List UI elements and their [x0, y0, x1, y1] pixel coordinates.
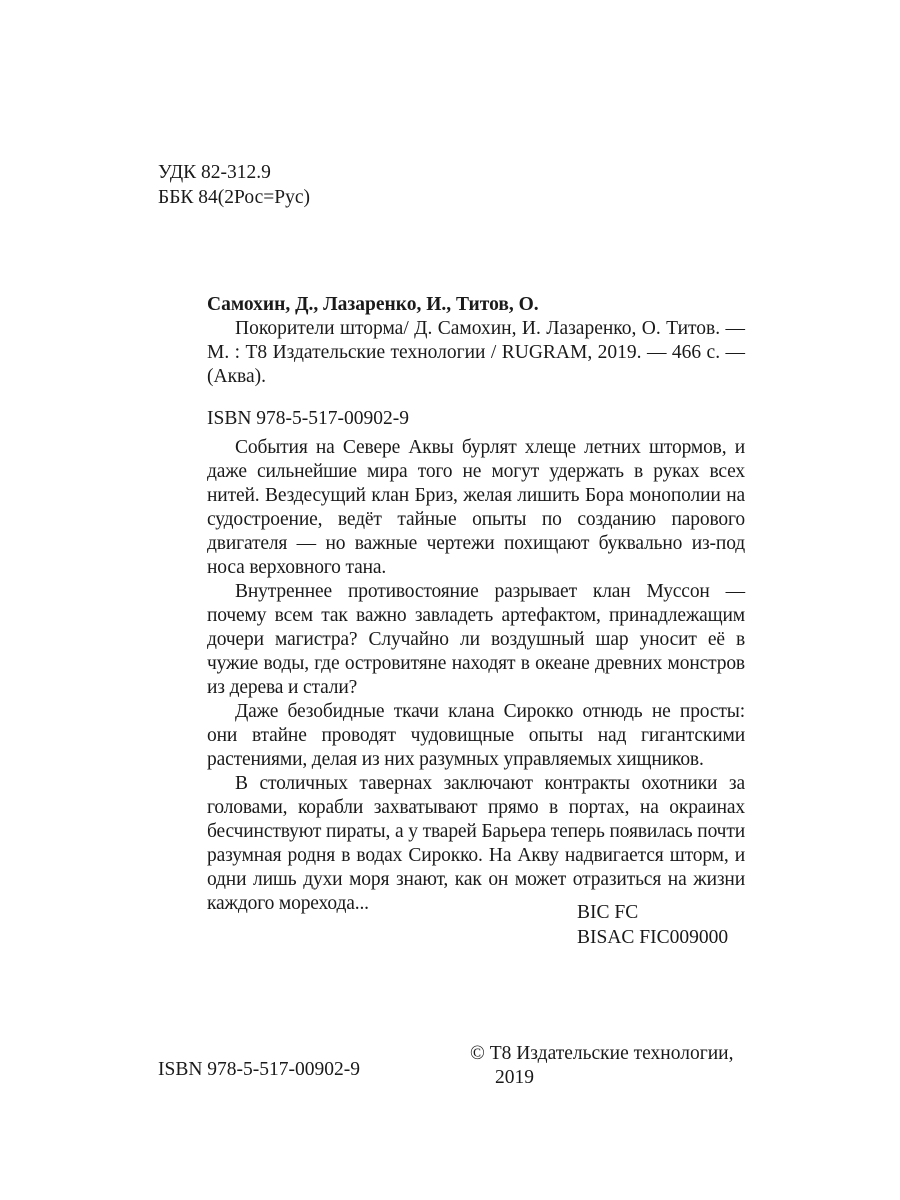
record-description: Покорители шторма/ Д. Самохин, И. Лазаренко, О. Титов. — М. : Т8 Издательские технологии / RUGRAM, 2019. — 466 с. — (Аква). [207, 318, 745, 387]
copyright-notice [470, 1042, 760, 1090]
copyright-year: 2019 [495, 1067, 534, 1088]
record-authors: Самохин, Д., Лазаренко, И., Титов, О. [207, 294, 539, 315]
subject-codes [577, 900, 728, 950]
annotation [207, 436, 745, 916]
annotation-paragraph: В столичных тавернах заключают контракты охотники за головами, корабли захватывают прямо в портах, на окраинах бесчинствуют пираты, а у тварей Барьера теперь появилась почти разумная родня в водах Сирокко. На Акву надвигается шторм, и одни лишь духи моря знают, как он может отразиться на жизни каждого морехода... [207, 773, 745, 914]
record-isbn: ISBN 978-5-517-00902-9 [207, 408, 410, 429]
annotation-paragraph: Даже безобидные ткачи клана Сирокко отнюдь не просты: они втайне проводят чудовищные опыты над гигантскими растениями, делая из них разумных управляемых хищников. [207, 701, 745, 770]
classification-codes [158, 160, 558, 210]
footer-isbn: ISBN 978-5-517-00902-9 [158, 1059, 361, 1080]
bibliographic-record [207, 293, 745, 431]
bisac-code: BISAC FIC009000 [577, 927, 729, 948]
bic-code: BIC FC [577, 902, 639, 923]
annotation-paragraph: Внутреннее противостояние разрывает клан Муссон — почему всем так важно завладеть артефактом, принадлежащим дочери магистра? Случайно ли воздушный шар уносит её в чужие воды, где островитяне находят в океане древних монстров из дерева и стали? [207, 581, 745, 698]
annotation-paragraph: События на Севере Аквы бурлят хлеще летних штормов, и даже сильнейшие мира того не могут удержать в руках всех нитей. Вездесущий клан Бриз, желая лишить Бора монополии на судостроение, ведёт тайные опыты по созданию парового двигателя — но важные чертежи похищают буквально из-под носа верховного тана. [207, 437, 745, 578]
copyright-publisher: © Т8 Издательские технологии, [470, 1043, 734, 1064]
bbk-code: ББК 84(2Рос=Рус) [158, 187, 311, 208]
udk-code: УДК 82-312.9 [158, 162, 271, 183]
